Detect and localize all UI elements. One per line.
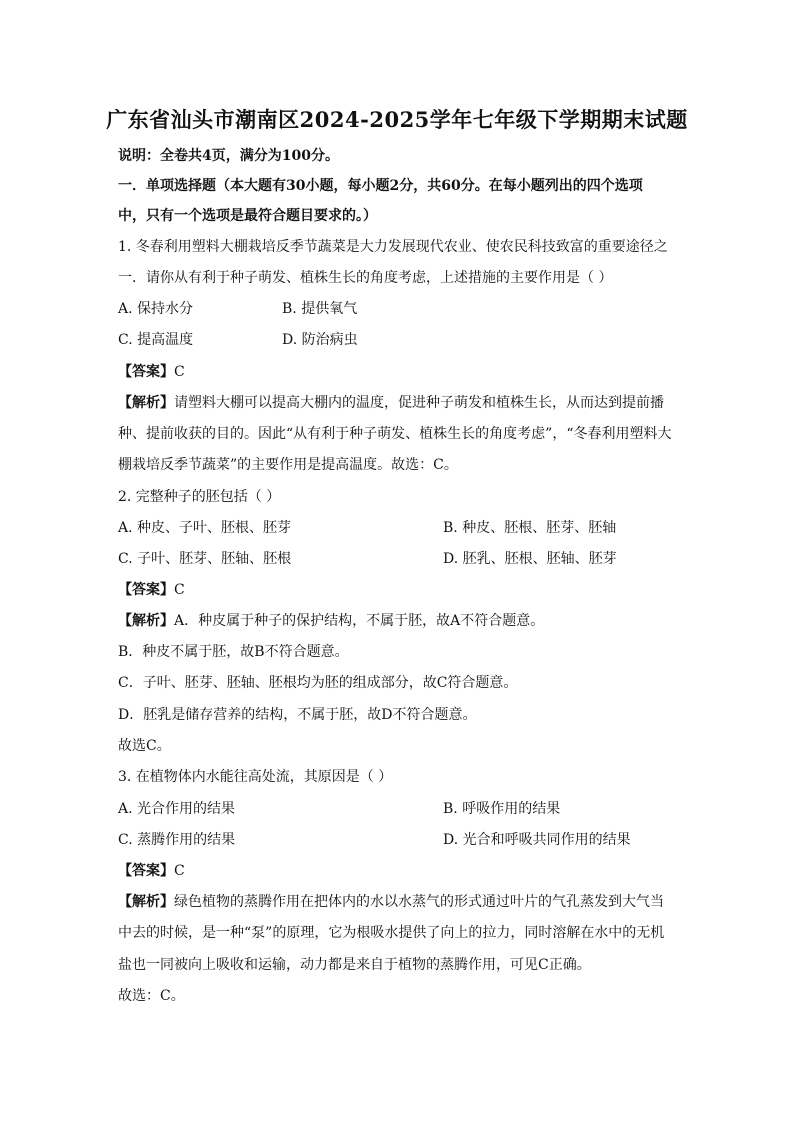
answer-tag: 【答案】 <box>118 364 174 380</box>
q2-stem: 2. 完整种子的胚包括（ ） <box>118 489 281 505</box>
q3-analysis-line2: 中去的时候，是一种“泵”的原理，它为根吸水提供了向上的拉力，同时溶解在水中的无机 <box>118 925 665 941</box>
answer-value: C <box>174 582 185 598</box>
analysis-tag: 【解析】 <box>118 613 174 629</box>
q1-option-c: C. 提高温度 <box>118 332 194 348</box>
q1-analysis-line2: 种、提前收获的目的。因此“从有利于种子萌发、植株生长的角度考虑”，“冬春利用塑料大 <box>118 426 672 442</box>
answer-tag: 【答案】 <box>118 582 174 598</box>
q2-analysis-line4: D．胚乳是储存营养的结构，不属于胚，故D不符合题意。 <box>118 707 477 723</box>
section-heading-line2: 中，只有一个选项是最符合题目要求的。） <box>118 208 377 224</box>
q2-analysis-line1 <box>118 611 678 631</box>
q3-analysis-line3: 盐也一同被向上吸收和运输，动力都是来自于植物的蒸腾作用，可见C正确。 <box>118 957 591 973</box>
q3-option-a: A. 光合作用的结果 <box>118 801 236 817</box>
q1-analysis-line3: 棚栽培反季节蔬菜”的主要作用是提高温度。故选：C。 <box>118 457 458 473</box>
q3-option-c: C. 蒸腾作用的结果 <box>118 832 236 848</box>
q1-stem-line1: 1. 冬春利用塑料大棚栽培反季节蔬菜是大力发展现代农业、使农民科技致富的重要途径之 <box>118 239 668 255</box>
q2-option-c: C. 子叶、胚芽、胚轴、胚根 <box>118 551 292 567</box>
page-title: 广东省汕头市潮南区2024-2025学年七年级下学期期末试题 <box>106 107 688 132</box>
analysis-tag: 【解析】 <box>118 395 174 411</box>
q3-stem: 3. 在植物体内水能往高处流，其原因是（ ） <box>118 769 393 785</box>
answer-tag: 【答案】 <box>118 863 174 879</box>
answer-value: C <box>174 364 185 380</box>
q2-option-b: B. 种皮、胚根、胚芽、胚轴 <box>443 520 617 536</box>
q2-option-a: A. 种皮、子叶、胚根、胚芽 <box>118 520 292 536</box>
analysis-text: 请塑料大棚可以提高大棚内的温度，促进种子萌发和植株生长，从而达到提前播 <box>174 395 664 411</box>
q1-option-d: D. 防治病虫 <box>282 332 358 348</box>
analysis-text: A．种皮属于种子的保护结构，不属于胚，故A不符合题意。 <box>174 613 545 629</box>
q2-answer <box>118 580 678 600</box>
q1-stem-line2: 一．请你从有利于种子萌发、植株生长的角度考虑，上述措施的主要作用是（ ） <box>118 270 613 286</box>
q3-answer <box>118 861 678 881</box>
analysis-text: 绿色植物的蒸腾作用在把体内的水以水蒸气的形式通过叶片的气孔蒸发到大气当 <box>174 894 664 910</box>
q3-analysis-line1 <box>118 892 678 912</box>
q2-analysis-line2: B．种皮不属于胚，故B不符合题意。 <box>118 644 349 660</box>
q3-option-b: B. 呼吸作用的结果 <box>443 801 561 817</box>
q3-conclusion: 故选：C。 <box>118 988 185 1004</box>
q1-analysis-line1 <box>118 393 678 413</box>
answer-value: C <box>174 863 185 879</box>
q2-analysis-line3: C．子叶、胚芽、胚轴、胚根均为胚的组成部分，故C符合题意。 <box>118 675 518 691</box>
q1-option-b: B. 提供氧气 <box>282 301 358 317</box>
q1-answer <box>118 362 678 382</box>
q3-option-d: D. 光合和呼吸共同作用的结果 <box>443 832 631 848</box>
q2-conclusion: 故选C。 <box>118 738 171 754</box>
q2-option-d: D. 胚乳、胚根、胚轴、胚芽 <box>443 551 617 567</box>
section-heading-line1: 一．单项选择题（本大题有30小题，每小题2分，共60分。在每小题列出的四个选项 <box>118 178 643 194</box>
q1-option-a: A. 保持水分 <box>118 301 194 317</box>
exam-note: 说明：全卷共4页，满分为100分。 <box>118 148 339 164</box>
analysis-tag: 【解析】 <box>118 894 174 910</box>
